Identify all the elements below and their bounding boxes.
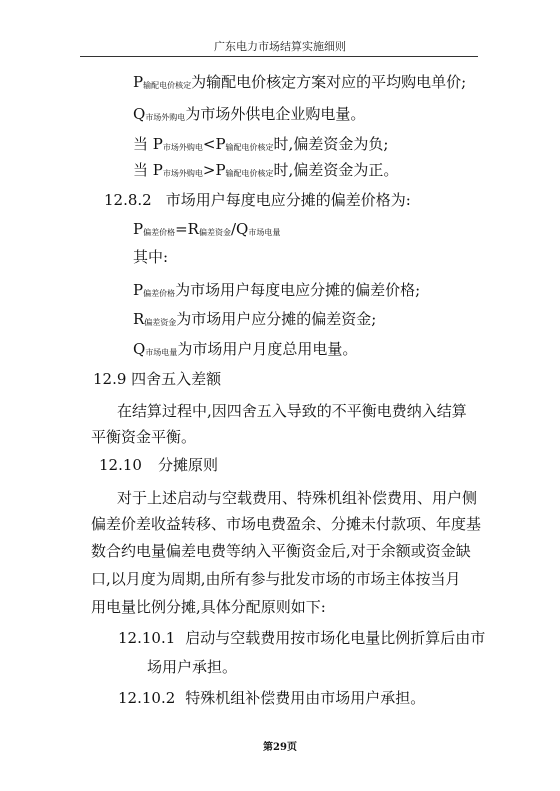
subscript: 偏差资金	[144, 318, 177, 327]
subscript: 市场电量	[248, 228, 281, 237]
text: /Q	[230, 220, 249, 238]
line-14-heading	[99, 455, 218, 475]
line-8	[133, 280, 420, 303]
text: 当 P	[133, 135, 163, 153]
subscript: 市场外购电	[145, 113, 186, 122]
line-3	[133, 134, 388, 157]
subscript: 偏差价格	[143, 228, 176, 237]
text: <P	[202, 135, 226, 153]
text: 为市场用户月度总用电量。	[177, 340, 358, 358]
subscript: 偏差价格	[143, 289, 176, 298]
subscript: 市场外购电	[162, 143, 203, 152]
text: 特殊机组补偿费用由市场用户承担。	[185, 689, 426, 707]
subscript: 市场外购电	[162, 169, 203, 178]
line-2	[133, 104, 365, 127]
subscript: 偏差资金	[198, 228, 231, 237]
line-11-heading: 12.9 四舍五入差额	[93, 370, 222, 388]
var: P	[133, 73, 144, 91]
section-number: 12.10.1	[118, 629, 176, 647]
line-18: 口,以月度为周期,由所有参与批发市场的市场主体按当月	[91, 570, 461, 588]
subscript: 输配电价核定	[225, 169, 274, 178]
subscript: 市场电量	[145, 348, 178, 357]
section-number: 12.10	[99, 456, 142, 474]
line-16: 偏差价差收益转移、市场电费盈余、分摊未付款项、年度基	[91, 515, 482, 533]
text: 当 P	[133, 161, 163, 179]
line-6	[133, 219, 280, 242]
text: =R	[175, 220, 199, 238]
line-17: 数合约电量偏差电费等纳入平衡资金后,对于余额或资金缺	[91, 542, 471, 560]
subscript: 输配电价核定	[225, 143, 274, 152]
text: 市场用户每度电应分摊的偏差价格为:	[165, 191, 411, 209]
line-10	[133, 339, 357, 362]
var: R	[133, 310, 145, 328]
line-22	[118, 688, 425, 708]
section-number: 12.8.2	[104, 191, 152, 209]
var: Q	[133, 340, 146, 358]
section-number: 12.10.2	[118, 689, 176, 707]
text: 为输配电价核定方案对应的平均购电单价;	[191, 73, 467, 91]
text: 时,偏差资金为负;	[273, 135, 389, 153]
text: 为市场用户应分摊的偏差资金;	[176, 310, 377, 328]
line-20	[118, 628, 485, 648]
var: Q	[133, 105, 146, 123]
line-9	[133, 309, 376, 332]
line-12: 在结算过程中,因四舍五入导致的不平衡电费纳入结算	[117, 402, 467, 420]
line-5	[104, 190, 411, 210]
line-4	[133, 160, 398, 183]
text: >P	[202, 161, 226, 179]
line-1	[133, 72, 466, 95]
line-21: 场用户承担。	[147, 658, 238, 676]
line-13: 平衡资金平衡。	[91, 428, 197, 446]
line-7: 其中:	[133, 248, 169, 266]
var: P	[133, 281, 144, 299]
running-header: 广东电力市场结算实施细则	[214, 40, 346, 53]
line-19: 用电量比例分摊,具体分配原则如下:	[91, 598, 326, 616]
text: 为市场外供电企业购电量。	[185, 105, 366, 123]
var: P	[133, 220, 144, 238]
text: 启动与空载费用按市场化电量比例折算后由市	[185, 629, 486, 647]
text: 时,偏差资金为正。	[273, 161, 399, 179]
text: 分摊原则	[157, 456, 218, 474]
header-rule	[80, 56, 478, 57]
page-number: 第29页	[263, 742, 297, 753]
text: 为市场用户每度电应分摊的偏差价格;	[175, 281, 421, 299]
subscript: 输配电价核定	[143, 81, 192, 90]
line-15: 对于上述启动与空载费用、特殊机组补偿费用、用户侧	[117, 489, 478, 507]
